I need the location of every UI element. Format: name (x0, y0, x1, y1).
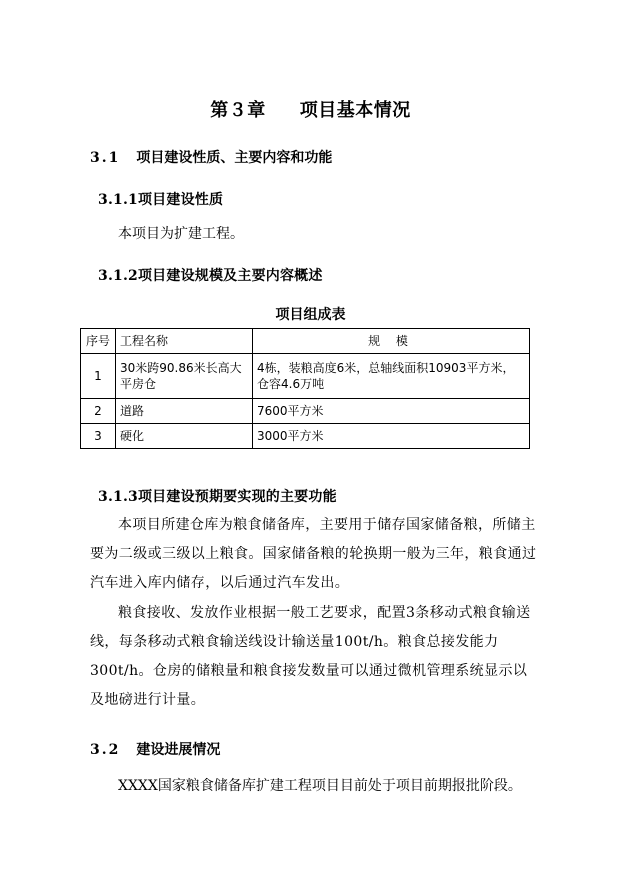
header-no: 序号 (81, 329, 116, 354)
cell-scale: 7600平方米 (253, 399, 530, 424)
section-number: 3.2 (90, 742, 121, 758)
cell-scale: 3000平方米 (253, 424, 530, 449)
section-number: 3.1 (90, 150, 121, 166)
chapter-title-text: 项目基本情况 (299, 100, 411, 121)
section-title: 建设进展情况 (136, 742, 221, 758)
cell-name: 硬化 (116, 424, 253, 449)
table-row (81, 424, 530, 449)
section-3-2-heading (90, 739, 220, 759)
cell-no: 3 (81, 424, 116, 449)
section-3-1-heading (90, 147, 332, 167)
header-name: 工程名称 (116, 329, 253, 354)
subsection-3-1-1-heading: 3.1.1项目建设性质 (98, 192, 224, 208)
cell-no: 1 (81, 354, 116, 399)
cell-scale: 4栋，装粮高度6米，总轴线面积10903平方米，仓容4.6万吨 (253, 354, 530, 399)
cell-name: 30米跨90.86米长高大平房仓 (116, 354, 253, 399)
header-scale: 规 模 (253, 329, 530, 354)
subsection-3-1-1-body: 本项目为扩建工程。 (118, 226, 244, 242)
subsection-3-1-2-heading: 3.1.2项目建设规模及主要内容概述 (98, 268, 323, 284)
chapter-number: 第３章 (210, 100, 266, 121)
table-row (81, 399, 530, 424)
project-composition-table (80, 328, 530, 449)
cell-name: 道路 (116, 399, 253, 424)
table-row (81, 354, 530, 399)
chapter-title (0, 96, 621, 122)
paragraph-functions-2: 粮食接收、发放作业根据一般工艺要求，配置3条移动式粮食输送线，每条移动式粮食输送线设计输送量100t/h。粮食总接发能力300t/h。仓房的储粮量和粮食接发数量可以通过微机管理系统显示以及地磅进行计量。 (90, 605, 531, 708)
cell-no: 2 (81, 399, 116, 424)
section-title: 项目建设性质、主要内容和功能 (136, 150, 333, 166)
paragraph-functions-1: 本项目所建仓库为粮食储备库，主要用于储存国家储备粮，所储主要为二级或三级以上粮食。国家储备粮的轮换期一般为三年，粮食通过汽车进入库内储存，以后通过汽车发出。 (90, 517, 537, 591)
table-header-row (81, 329, 530, 354)
subsection-3-1-3-heading: 3.1.3项目建设预期要实现的主要功能 (98, 489, 337, 505)
section-3-2-body: XXXX国家粮食储备库扩建工程项目目前处于项目前期报批阶段。 (118, 778, 522, 794)
table-title: 项目组成表 (275, 307, 346, 323)
